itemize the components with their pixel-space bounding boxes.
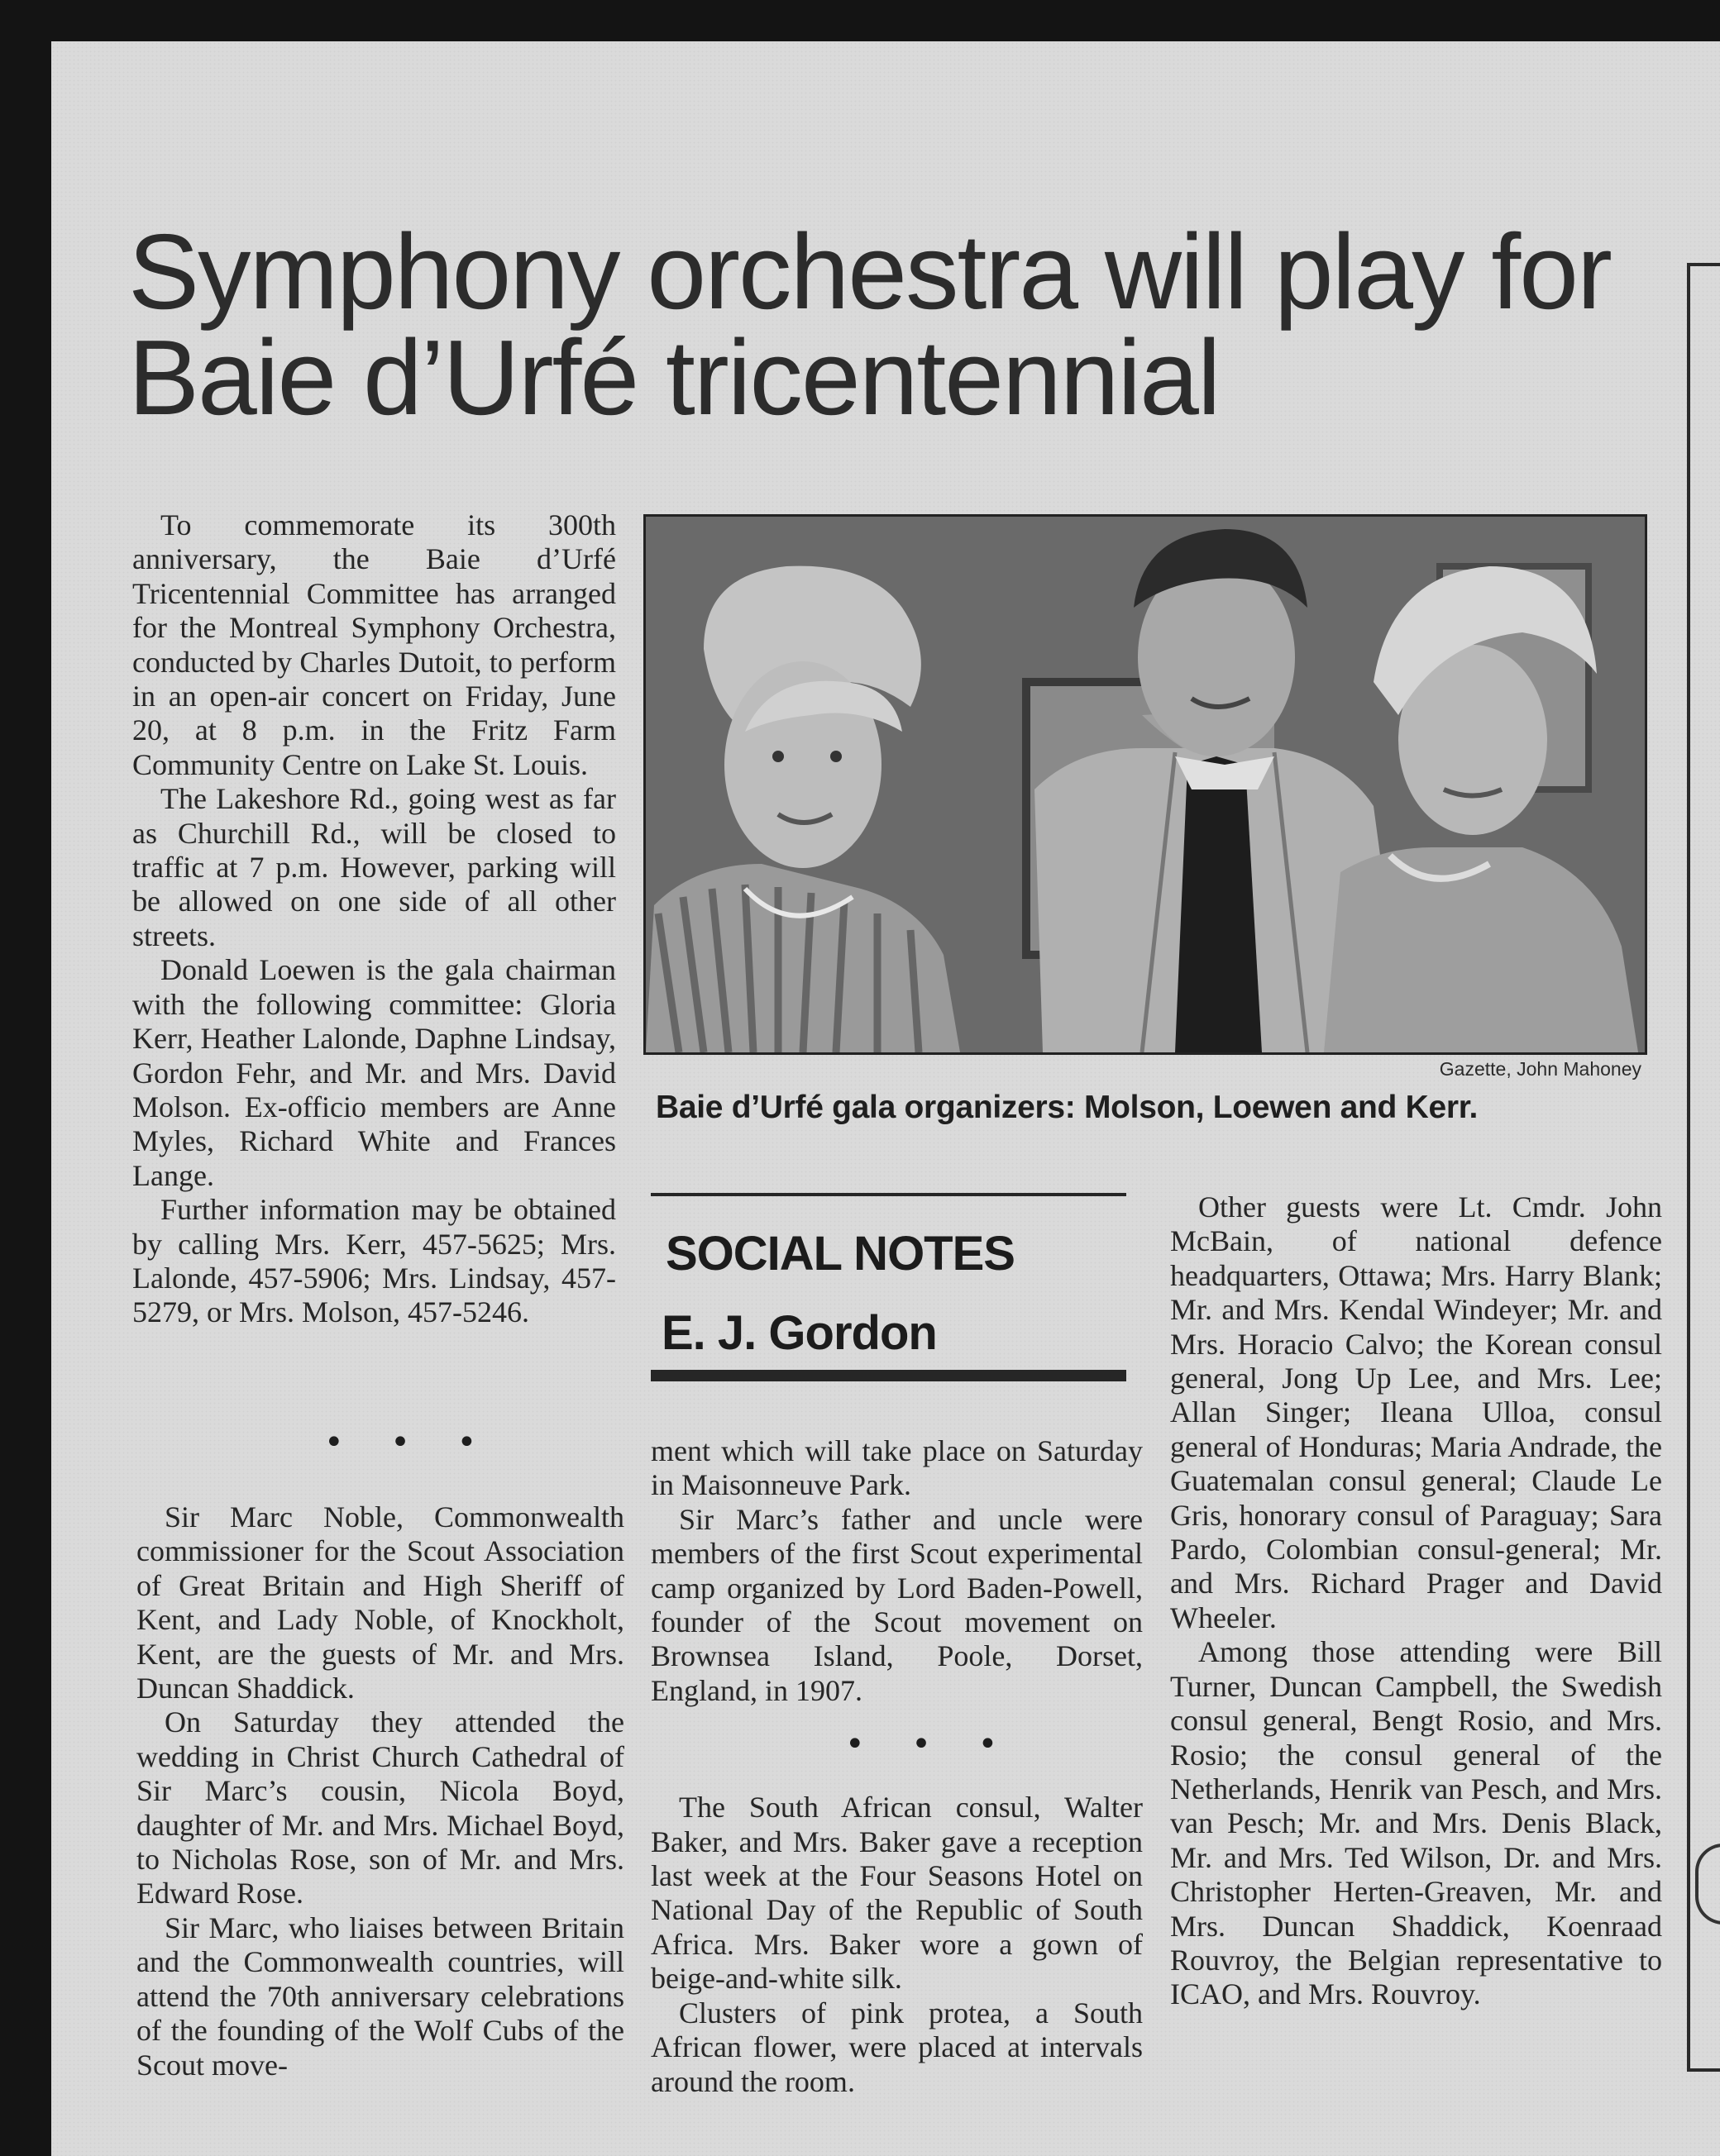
social-notes-column-1 (136, 1500, 624, 2082)
article-paragraph: Other guests were Lt. Cmdr. John McBain, of national defence headquarters, Ottawa; Mrs. Harry Blank; Mr. and Mrs. Kendal Windeyer; Mr. and Mrs. Horacio Calvo; the Korean consul general, Jong Up Lee, and Mrs. Lee; Allan Singer; Ileana Ulloa, consul general of Honduras; Maria Andrade, the Guatemalan consul general; Claude Le Gris, honorary consul of Paraguay; Sara Pardo, Colombian consul-general; Mr. and Mrs. Richard Prager and David Wheeler. (1170, 1190, 1662, 1634)
article-paragraph: On Saturday they attended the wedding in Christ Church Cathedral of Sir Marc’s cousin, Nicola Boyd, daughter of Mr. and Mrs. Michael Boyd, to Nicholas Rose, son of Mr. and Mrs. Edward Rose. (136, 1705, 624, 1910)
article-paragraph: ment which will take place on Saturday in Maisonneuve Park. (651, 1434, 1143, 1502)
article-paragraph: The South African consul, Walter Baker, and Mrs. Baker gave a reception last week at the Four Seasons Hotel on National Day of the Republic of South Africa. Mrs. Baker wore a gown of beige-and-white silk. (651, 1791, 1143, 1996)
photo-credit: Gazette, John Mahoney (1439, 1058, 1641, 1080)
photo-of-gala-organizers (646, 517, 1645, 1052)
section-separator: • • • (324, 1424, 495, 1462)
social-notes-column-3 (1170, 1190, 1662, 2012)
article-paragraph: Donald Loewen is the gala chairman with the following committee: Gloria Kerr, Heather Lalonde, Daphne Lindsay, Gordon Fehr, and Mr. and Mrs. David Molson. Ex-officio members are Anne Myles, Richard White and Frances Lange. (132, 953, 616, 1192)
section-rule-top (651, 1193, 1126, 1196)
article-paragraph: Sir Marc’s father and uncle were members of the first Scout experimental camp organized by Lord Baden-Powell, founder of the Scout movement on Brownsea Island, Poole, Dorset, England, in 1907. (651, 1502, 1143, 1707)
article-paragraph: Clusters of pink protea, a South African flower, were placed at intervals around the room. (651, 1996, 1143, 2098)
article-paragraph: The Lakeshore Rd., going west as far as Churchill Rd., will be closed to traffic at 7 p.m. However, parking will be allowed on one side of all other streets. (132, 782, 616, 952)
social-notes-column-2 (651, 1434, 1143, 2099)
article-body (132, 508, 616, 1330)
photo-caption: Baie d’Urfé gala organizers: Molson, Loewen and Kerr. (656, 1090, 1478, 1125)
article-paragraph: Sir Marc, who liaises between Britain and the Commonwealth countries, will attend the 70th anniversary celebrations of the founding of the Wolf Cubs of the Scout move- (136, 1910, 624, 2082)
section-title: SOCIAL NOTES (666, 1227, 1015, 1281)
article-paragraph: Among those attending were Bill Turner, Duncan Campbell, the Swedish consul general, Bengt Rosio, and Mrs. Rosio; the consul general of the Netherlands, Henrik van Pesch, and Mrs. van Pesch; Mr. and Mrs. Denis Black, Mr. and Mrs. Ted Wilson, Dr. and Mrs. Christopher Herten-Greaven, Mr. and Mrs. Duncan Shaddick, Koenraad Rouvroy, the Belgian representative to ICAO, and Mrs. Rouvroy. (1170, 1635, 1662, 2011)
article-photo (643, 514, 1647, 1055)
adjacent-column-frame (1687, 263, 1720, 2072)
article-paragraph: Further information may be obtained by calling Mrs. Kerr, 457-5625; Mrs. Lalonde, 457-5906; Mrs. Lindsay, 457-5279, or Mrs. Molson, 457-5246. (132, 1193, 616, 1329)
article-headline: Symphony orchestra will play for Baie d’Urfé tricentennial (128, 212, 1611, 437)
article-paragraph: Sir Marc Noble, Commonwealth commissioner for the Scout Association of Great Britain and High Sheriff of Kent, and Lady Noble, of Knockholt, Kent, are the guests of Mr. and Mrs. Duncan Shaddick. (136, 1500, 624, 1705)
section-rule-bottom (651, 1370, 1126, 1381)
article-paragraph: To commemorate its 300th anniversary, the Baie d’Urfé Tricentennial Committee has arranged for the Montreal Symphony Orchestra, conducted by Charles Dutoit, to perform in an open-air concert on Friday, June 20, at 8 p.m. in the Fritz Farm Community Centre on Lake St. Louis. (132, 508, 616, 781)
section-separator: • • • (845, 1725, 1016, 1763)
byline: E. J. Gordon (662, 1306, 937, 1360)
